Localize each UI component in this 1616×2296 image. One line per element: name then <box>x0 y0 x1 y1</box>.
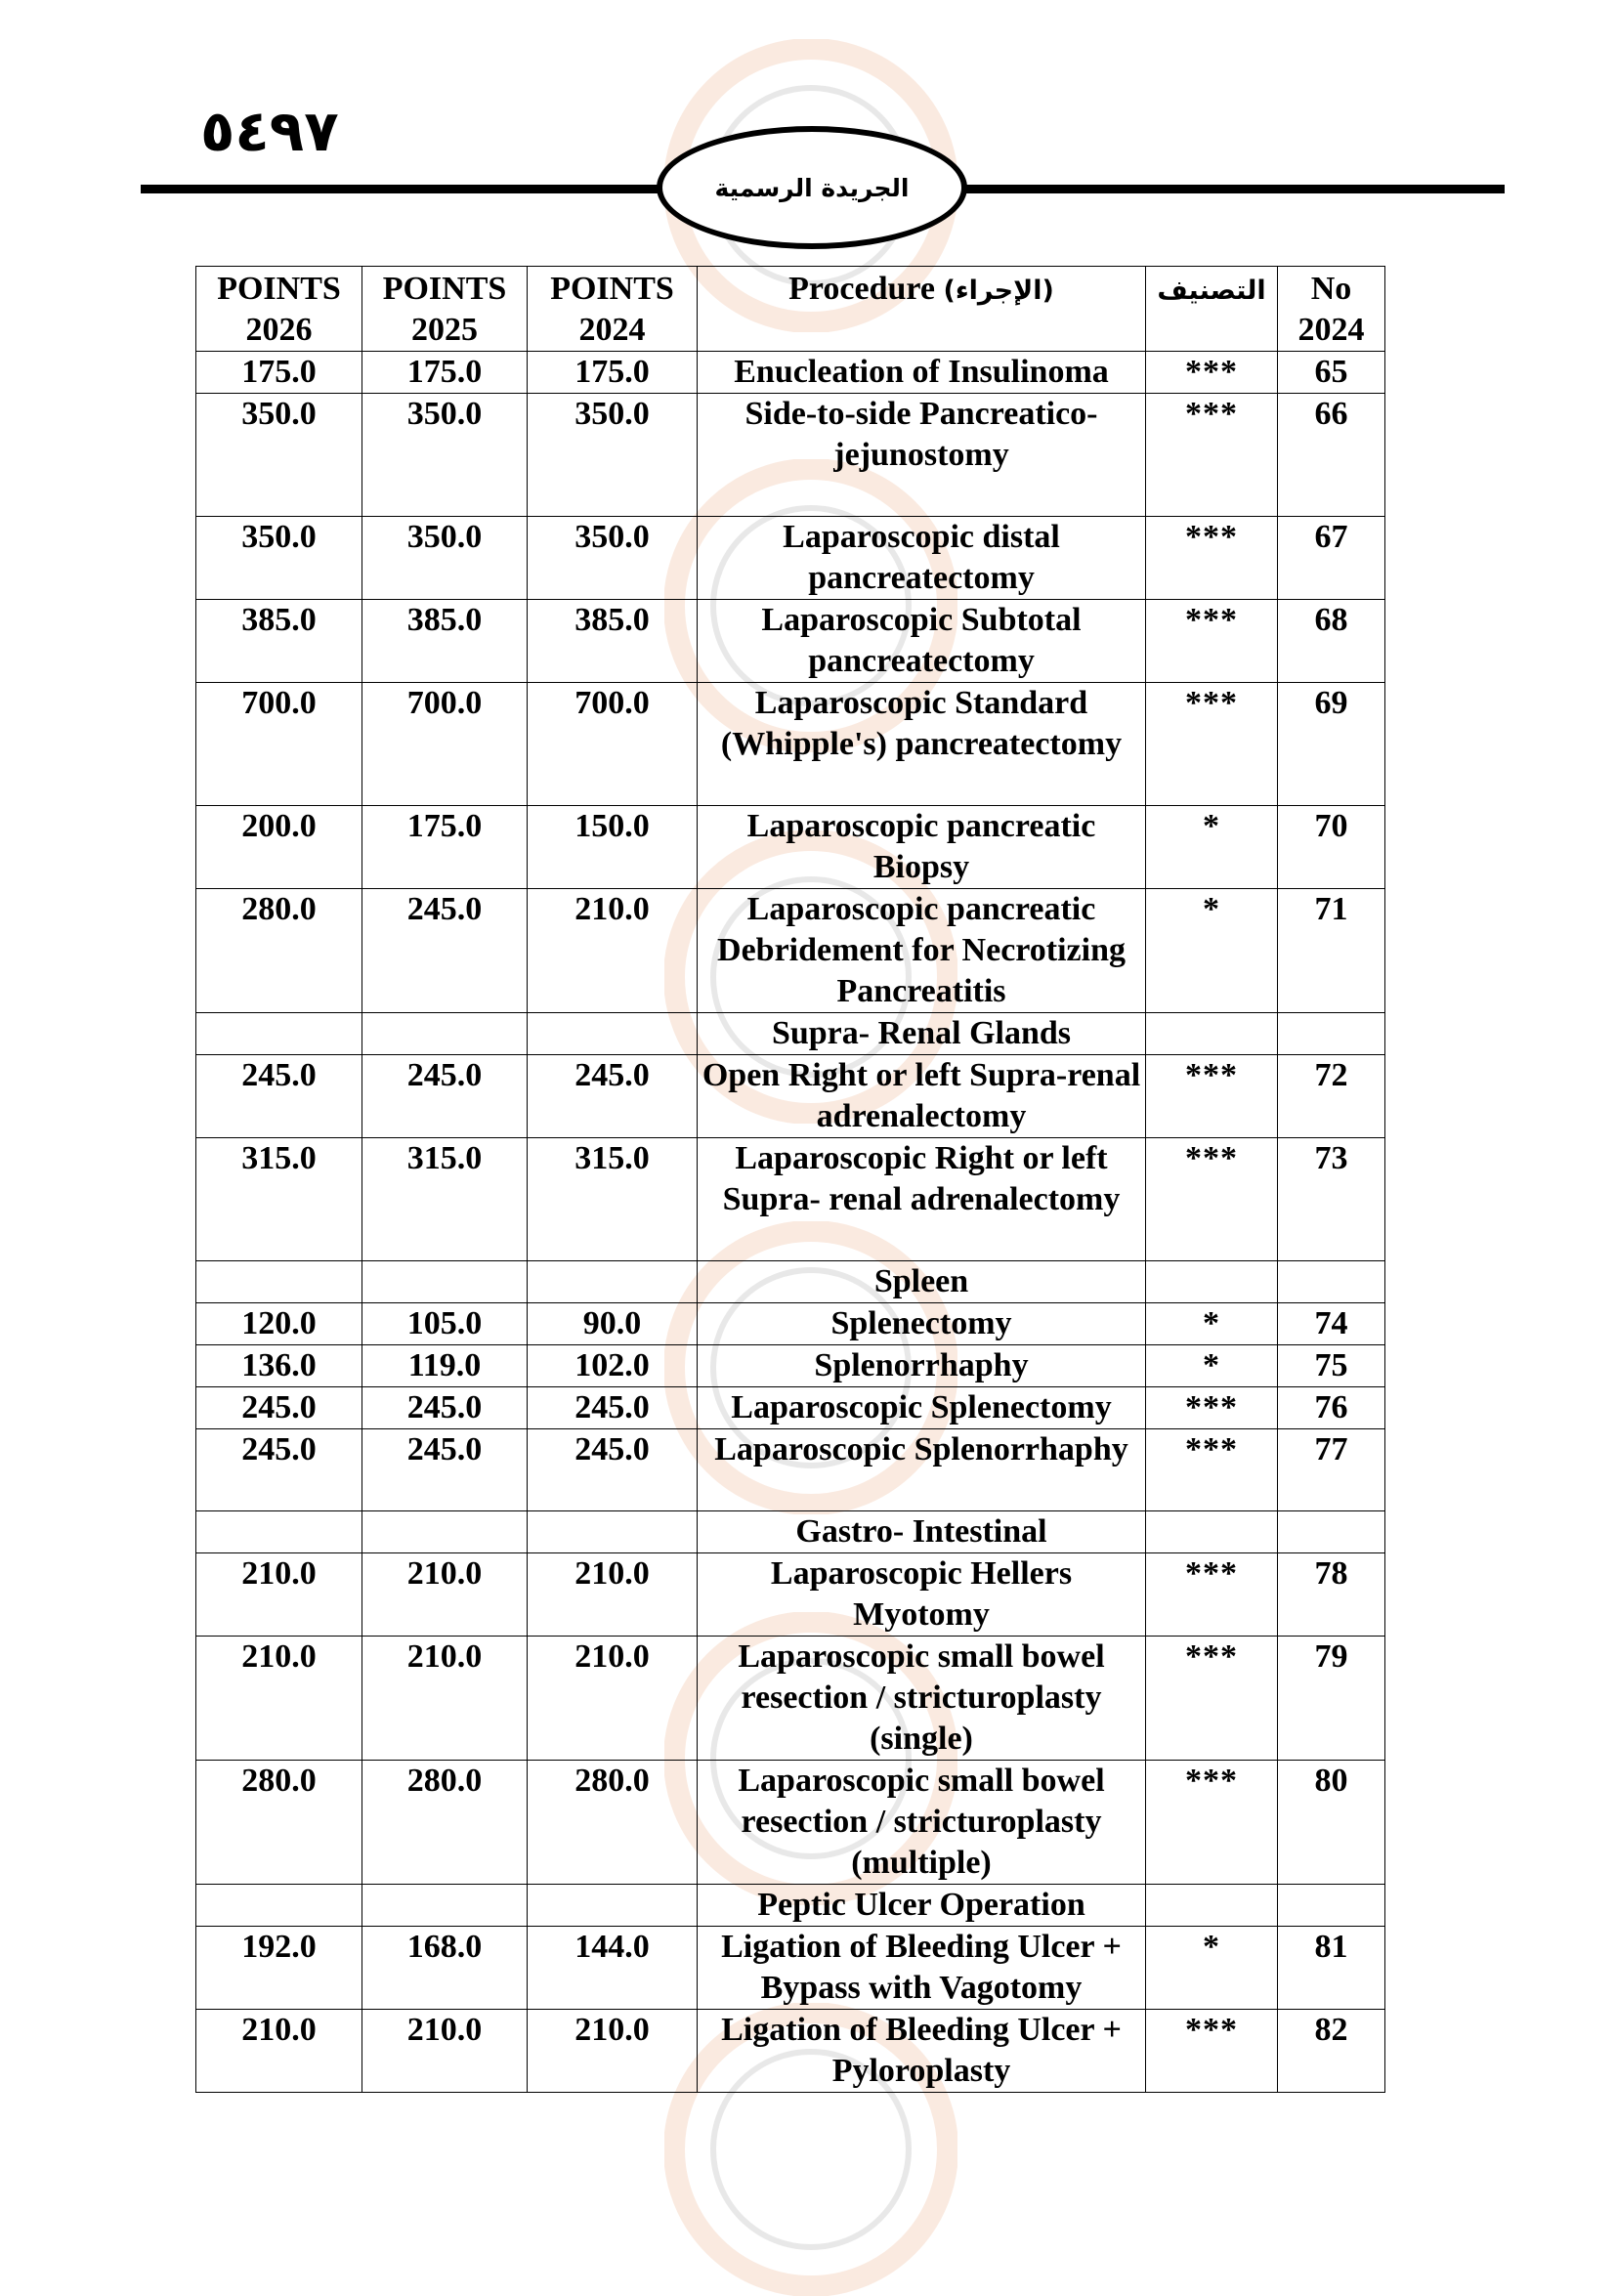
points-2024-cell: 210.0 <box>528 1637 698 1761</box>
procedure-cell: Laparoscopic pancreatic Biopsy <box>698 806 1146 889</box>
points-2024-cell: 90.0 <box>528 1303 698 1345</box>
points-2026-cell: 210.0 <box>196 1637 362 1761</box>
points-2025-cell: 175.0 <box>362 352 528 394</box>
header-classification: التصنيف <box>1146 267 1278 352</box>
procedure-cell: Laparoscopic pancreatic Debridement for Necrotizing Pancreatitis <box>698 889 1146 1013</box>
classification-cell: *** <box>1146 1138 1278 1261</box>
points-2024-cell: 175.0 <box>528 352 698 394</box>
number-cell: 75 <box>1278 1345 1385 1387</box>
points-2026-cell: 350.0 <box>196 517 362 600</box>
points-2024-cell: 245.0 <box>528 1429 698 1511</box>
points-2026-cell: 210.0 <box>196 2010 362 2093</box>
table-row <box>196 806 1385 889</box>
points-2025-cell: 245.0 <box>362 1387 528 1429</box>
table-row <box>196 1637 1385 1761</box>
classification-cell <box>1146 1261 1278 1303</box>
number-cell: 76 <box>1278 1387 1385 1429</box>
classification-cell: * <box>1146 889 1278 1013</box>
number-cell: 74 <box>1278 1303 1385 1345</box>
table-row <box>196 1553 1385 1637</box>
points-2024-cell: 700.0 <box>528 683 698 806</box>
number-cell: 65 <box>1278 352 1385 394</box>
number-cell <box>1278 1261 1385 1303</box>
points-2024-cell: 280.0 <box>528 1761 698 1885</box>
points-2026-cell <box>196 1511 362 1553</box>
table-row <box>196 1303 1385 1345</box>
classification-cell: *** <box>1146 600 1278 683</box>
procedure-cell: Laparoscopic Right or left Supra- renal adrenalectomy <box>698 1138 1146 1261</box>
section-header-row <box>196 1013 1385 1055</box>
table-row <box>196 2010 1385 2093</box>
points-2026-cell: 245.0 <box>196 1429 362 1511</box>
classification-cell: *** <box>1146 1553 1278 1637</box>
header-points-2026: POINTS 2026 <box>196 267 362 352</box>
points-2025-cell: 245.0 <box>362 1055 528 1138</box>
procedure-cell: Laparoscopic Hellers Myotomy <box>698 1553 1146 1637</box>
points-2026-cell: 385.0 <box>196 600 362 683</box>
points-2025-cell <box>362 1013 528 1055</box>
classification-cell: *** <box>1146 1055 1278 1138</box>
procedures-table <box>195 266 1385 2093</box>
points-2024-cell <box>528 1013 698 1055</box>
procedure-cell: Laparoscopic Splenectomy <box>698 1387 1146 1429</box>
number-cell: 67 <box>1278 517 1385 600</box>
points-2026-cell: 700.0 <box>196 683 362 806</box>
points-2024-cell: 350.0 <box>528 394 698 517</box>
number-cell: 66 <box>1278 394 1385 517</box>
number-cell: 72 <box>1278 1055 1385 1138</box>
section-header-row <box>196 1885 1385 1927</box>
points-2025-cell: 210.0 <box>362 1553 528 1637</box>
classification-cell: *** <box>1146 352 1278 394</box>
points-2024-cell: 210.0 <box>528 1553 698 1637</box>
number-cell <box>1278 1511 1385 1553</box>
table-row <box>196 683 1385 806</box>
points-2026-cell: 315.0 <box>196 1138 362 1261</box>
number-cell <box>1278 1885 1385 1927</box>
points-2026-cell: 350.0 <box>196 394 362 517</box>
points-2026-cell: 120.0 <box>196 1303 362 1345</box>
classification-cell: *** <box>1146 517 1278 600</box>
masthead-oval <box>657 126 967 249</box>
procedure-cell: Laparoscopic small bowel resection / stricturoplasty (single) <box>698 1637 1146 1761</box>
points-2026-cell: 280.0 <box>196 1761 362 1885</box>
number-cell: 78 <box>1278 1553 1385 1637</box>
number-cell: 79 <box>1278 1637 1385 1761</box>
points-2025-cell: 245.0 <box>362 1429 528 1511</box>
table-row <box>196 600 1385 683</box>
number-cell: 68 <box>1278 600 1385 683</box>
classification-cell: *** <box>1146 683 1278 806</box>
classification-cell: * <box>1146 1345 1278 1387</box>
points-2026-cell: 245.0 <box>196 1387 362 1429</box>
page-number: ٥٤٩٧ <box>200 98 339 164</box>
points-2024-cell: 350.0 <box>528 517 698 600</box>
classification-cell: *** <box>1146 1387 1278 1429</box>
points-2026-cell <box>196 1261 362 1303</box>
points-2024-cell: 315.0 <box>528 1138 698 1261</box>
points-2025-cell: 700.0 <box>362 683 528 806</box>
procedure-cell: Laparoscopic Subtotal pancreatectomy <box>698 600 1146 683</box>
table-row <box>196 1345 1385 1387</box>
procedure-cell: Gastro- Intestinal <box>698 1511 1146 1553</box>
points-2025-cell: 315.0 <box>362 1138 528 1261</box>
header-procedure: Procedure (الإجراء) <box>698 267 1146 352</box>
table-row <box>196 889 1385 1013</box>
classification-cell: *** <box>1146 2010 1278 2093</box>
procedure-cell: Spleen <box>698 1261 1146 1303</box>
classification-cell <box>1146 1511 1278 1553</box>
points-2026-cell: 136.0 <box>196 1345 362 1387</box>
procedure-cell: Ligation of Bleeding Ulcer + Pyloroplasty <box>698 2010 1146 2093</box>
table-row <box>196 1138 1385 1261</box>
number-cell: 70 <box>1278 806 1385 889</box>
points-2025-cell: 175.0 <box>362 806 528 889</box>
classification-cell: *** <box>1146 1761 1278 1885</box>
procedure-cell: Laparoscopic small bowel resection / stricturoplasty (multiple) <box>698 1761 1146 1885</box>
procedure-cell: Laparoscopic distal pancreatectomy <box>698 517 1146 600</box>
number-cell: 82 <box>1278 2010 1385 2093</box>
table-row <box>196 394 1385 517</box>
number-cell: 77 <box>1278 1429 1385 1511</box>
procedure-cell: Open Right or left Supra-renal adrenalectomy <box>698 1055 1146 1138</box>
points-2025-cell <box>362 1885 528 1927</box>
procedure-cell: Laparoscopic Splenorrhaphy <box>698 1429 1146 1511</box>
points-2024-cell: 144.0 <box>528 1927 698 2010</box>
classification-cell <box>1146 1885 1278 1927</box>
classification-cell <box>1146 1013 1278 1055</box>
points-2024-cell: 150.0 <box>528 806 698 889</box>
points-2025-cell: 350.0 <box>362 517 528 600</box>
points-2025-cell: 245.0 <box>362 889 528 1013</box>
section-header-row <box>196 1511 1385 1553</box>
points-2024-cell: 245.0 <box>528 1387 698 1429</box>
points-2024-cell: 210.0 <box>528 2010 698 2093</box>
header-points-2024: POINTS 2024 <box>528 267 698 352</box>
points-2026-cell: 280.0 <box>196 889 362 1013</box>
table-row <box>196 1055 1385 1138</box>
points-2025-cell <box>362 1511 528 1553</box>
points-2025-cell: 280.0 <box>362 1761 528 1885</box>
classification-cell: *** <box>1146 1429 1278 1511</box>
points-2024-cell <box>528 1261 698 1303</box>
points-2025-cell: 210.0 <box>362 1637 528 1761</box>
number-cell: 73 <box>1278 1138 1385 1261</box>
table-row <box>196 1429 1385 1511</box>
classification-cell: * <box>1146 806 1278 889</box>
points-2026-cell: 200.0 <box>196 806 362 889</box>
procedure-cell: Side-to-side Pancreatico-jejunostomy <box>698 394 1146 517</box>
points-2025-cell: 119.0 <box>362 1345 528 1387</box>
section-header-row <box>196 1261 1385 1303</box>
points-2025-cell: 210.0 <box>362 2010 528 2093</box>
procedure-cell: Splenorrhaphy <box>698 1345 1146 1387</box>
points-2026-cell: 210.0 <box>196 1553 362 1637</box>
points-2024-cell <box>528 1511 698 1553</box>
number-cell: 71 <box>1278 889 1385 1013</box>
table-row <box>196 517 1385 600</box>
points-2025-cell: 350.0 <box>362 394 528 517</box>
points-2026-cell: 245.0 <box>196 1055 362 1138</box>
classification-cell: * <box>1146 1303 1278 1345</box>
points-2025-cell <box>362 1261 528 1303</box>
procedure-cell: Supra- Renal Glands <box>698 1013 1146 1055</box>
points-2024-cell: 245.0 <box>528 1055 698 1138</box>
header-no: No 2024 <box>1278 267 1385 352</box>
header-points-2025: POINTS 2025 <box>362 267 528 352</box>
procedure-cell: Splenectomy <box>698 1303 1146 1345</box>
classification-cell: * <box>1146 1927 1278 2010</box>
table-row <box>196 1761 1385 1885</box>
number-cell: 80 <box>1278 1761 1385 1885</box>
points-2026-cell: 192.0 <box>196 1927 362 2010</box>
number-cell <box>1278 1013 1385 1055</box>
procedure-cell: Laparoscopic Standard (Whipple's) pancreatectomy <box>698 683 1146 806</box>
procedure-cell: Ligation of Bleeding Ulcer + Bypass with Vagotomy <box>698 1927 1146 2010</box>
points-2024-cell: 210.0 <box>528 889 698 1013</box>
points-2024-cell: 102.0 <box>528 1345 698 1387</box>
points-2026-cell <box>196 1013 362 1055</box>
points-2024-cell: 385.0 <box>528 600 698 683</box>
classification-cell: *** <box>1146 394 1278 517</box>
number-cell: 81 <box>1278 1927 1385 2010</box>
points-2026-cell <box>196 1885 362 1927</box>
points-2024-cell <box>528 1885 698 1927</box>
table-row <box>196 352 1385 394</box>
points-2026-cell: 175.0 <box>196 352 362 394</box>
classification-cell: *** <box>1146 1637 1278 1761</box>
number-cell: 69 <box>1278 683 1385 806</box>
points-2025-cell: 105.0 <box>362 1303 528 1345</box>
procedure-cell: Enucleation of Insulinoma <box>698 352 1146 394</box>
table-header-row <box>196 267 1385 352</box>
masthead-title: الجريدة الرسمية <box>714 173 910 202</box>
procedure-cell: Peptic Ulcer Operation <box>698 1885 1146 1927</box>
table-row <box>196 1387 1385 1429</box>
points-2025-cell: 385.0 <box>362 600 528 683</box>
table-row <box>196 1927 1385 2010</box>
points-2025-cell: 168.0 <box>362 1927 528 2010</box>
